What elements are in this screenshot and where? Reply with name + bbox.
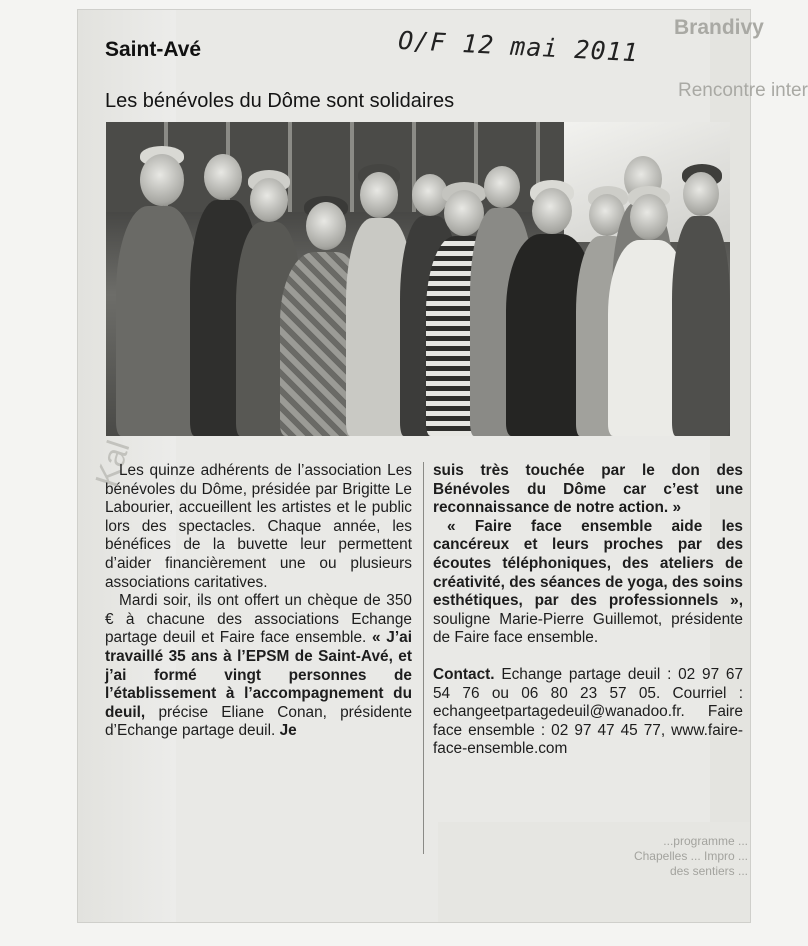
quote-attribution-guillemot: souligne Marie-Pierre Guillemot, présidente de Faire face ensemble. [433, 610, 743, 647]
article-headline: Les bénévoles du Dôme sont solidaires [105, 90, 455, 112]
group-photo [106, 122, 730, 436]
newspaper-clipping [78, 10, 808, 922]
bleed-through-heading: Brandivy [674, 16, 764, 39]
margin-scribble: Kal [88, 436, 137, 492]
paragraph-intro: Les quinze adhérents de l’association Les bénévoles du Dôme, présidée par Brigitte Le Labourier, accueillent les artistes et le public lors des spectacles. Chaque année, les bénéfices de la buvette leur permettent d’aider financièrement une ou plusieurs associations caritatives. [105, 462, 412, 591]
article-right-column [433, 462, 743, 759]
contact-label: Contact. [433, 665, 495, 683]
bleed-through-bottom-text: ...programme ... Chapelles ... Impro ... des sentiers ... [633, 834, 748, 878]
column-divider [423, 462, 424, 854]
quote-continues: Je [279, 722, 297, 740]
quote-continued-text: suis très touchée par le don des Bénévoles du Dôme car c’est une reconnaissance de notre action. » [433, 462, 743, 517]
photo-person [110, 142, 200, 436]
quote-faire-face: « Faire face ensemble aide les cancéreux et leurs proches par des écoutes téléphoniques, des ateliers de créativité, des séances de yoga, des soins esthétiques, par des professionnels », [433, 517, 743, 610]
paragraph-quote-continued [433, 462, 743, 518]
section-title: Saint-Avé [105, 38, 202, 61]
quote-attribution: précise Eliane Conan, présidente d’Echange partage deuil. [105, 703, 412, 740]
paragraph-contact [433, 666, 743, 759]
handwritten-date-note: O/F 12 mai 2011 [397, 25, 640, 68]
paragraph-donation [105, 592, 412, 741]
donation-lead: Mardi soir, ils ont offert un chèque de 350 € à chacune des associations Echange partage deuil et Faire face ensemble. [105, 592, 412, 647]
article-left-column [105, 462, 412, 741]
bleed-through-subheading: Rencontre inter [678, 80, 808, 101]
paragraph-faire-face [433, 518, 743, 648]
photo-person [672, 164, 730, 436]
quote-eliane-conan: « J’ai travaillé 35 ans à l’EPSM de Saint-Avé, et j’ai formé vingt personnes de l’établissement à l’accompagnement du deuil, [105, 629, 412, 721]
contact-details: Echange partage deuil : 02 97 67 54 76 ou 06 80 23 57 05. Courriel : echangeetpartagedeuil@wanadoo.fr. Faire face ensemble : 02 97 47 45 77, www.faire-face-ensemble.com [433, 665, 744, 758]
